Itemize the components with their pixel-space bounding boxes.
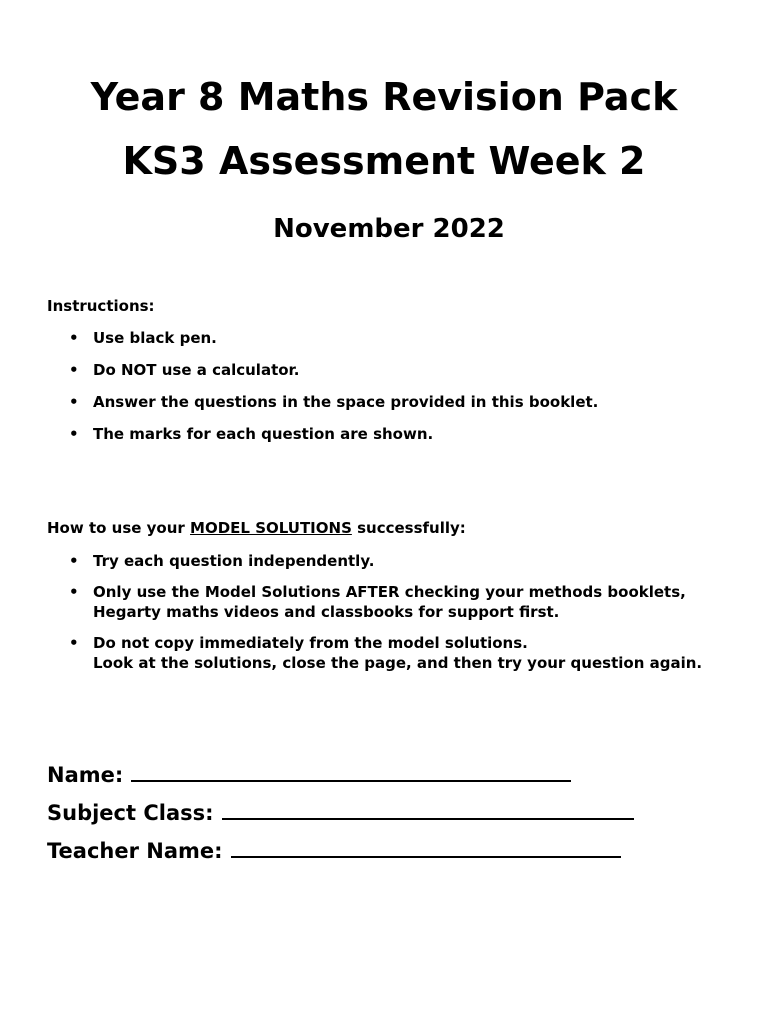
subject-class-row: [47, 798, 634, 836]
instructions-heading: Instructions:: [47, 297, 155, 315]
instruction-text: Use black pen.: [93, 329, 217, 347]
instruction-text: The marks for each question are shown.: [93, 425, 434, 443]
model-solution-text: Try each question independently.: [93, 552, 375, 570]
instruction-item: [47, 360, 747, 380]
instruction-item: [47, 424, 747, 444]
model-solution-item: [47, 633, 747, 673]
model-solution-item: [47, 551, 747, 571]
bullet-icon: •: [69, 393, 79, 411]
bullet-icon: •: [69, 634, 79, 652]
instruction-text: Answer the questions in the space provided in this booklet.: [93, 393, 599, 411]
teacher-name-field[interactable]: [231, 836, 621, 858]
bullet-icon: •: [69, 552, 79, 570]
instruction-text: Do NOT use a calculator.: [93, 361, 300, 379]
date-subtitle: November 2022: [273, 214, 505, 244]
model-solutions-heading: [47, 518, 747, 538]
heading-emphasis: MODEL SOLUTIONS: [190, 519, 352, 537]
bullet-icon: •: [69, 361, 79, 379]
title-line-2: KS3 Assessment Week 2: [122, 139, 646, 183]
title-line-1: Year 8 Maths Revision Pack: [90, 75, 678, 119]
model-solution-text: Only use the Model Solutions AFTER checking your methods booklets,: [93, 583, 686, 601]
teacher-name-label: Teacher Name:: [47, 839, 223, 863]
name-label: Name:: [47, 763, 124, 787]
teacher-name-row: [47, 836, 634, 874]
model-solution-text: Hegarty maths videos and classbooks for support first.: [93, 603, 560, 621]
instructions-section: [47, 296, 747, 456]
model-solutions-section: [47, 518, 747, 684]
instruction-item: [47, 328, 747, 348]
subject-class-field[interactable]: [222, 798, 634, 820]
name-field[interactable]: [131, 760, 571, 782]
heading-suffix: successfully:: [351, 519, 466, 537]
bullet-icon: •: [69, 583, 79, 601]
instructions-list: [47, 328, 747, 444]
instruction-item: [47, 392, 747, 412]
bullet-icon: •: [69, 425, 79, 443]
subject-class-label: Subject Class:: [47, 801, 214, 825]
model-solution-item: [47, 582, 747, 622]
model-solution-text: Look at the solutions, close the page, and then try your question again.: [93, 654, 703, 672]
model-solutions-list: [47, 551, 747, 673]
heading-prefix: How to use your: [47, 519, 191, 537]
student-details-form: [47, 760, 634, 874]
name-row: [47, 760, 634, 798]
model-solution-text: Do not copy immediately from the model solutions.: [93, 634, 528, 652]
bullet-icon: •: [69, 329, 79, 347]
